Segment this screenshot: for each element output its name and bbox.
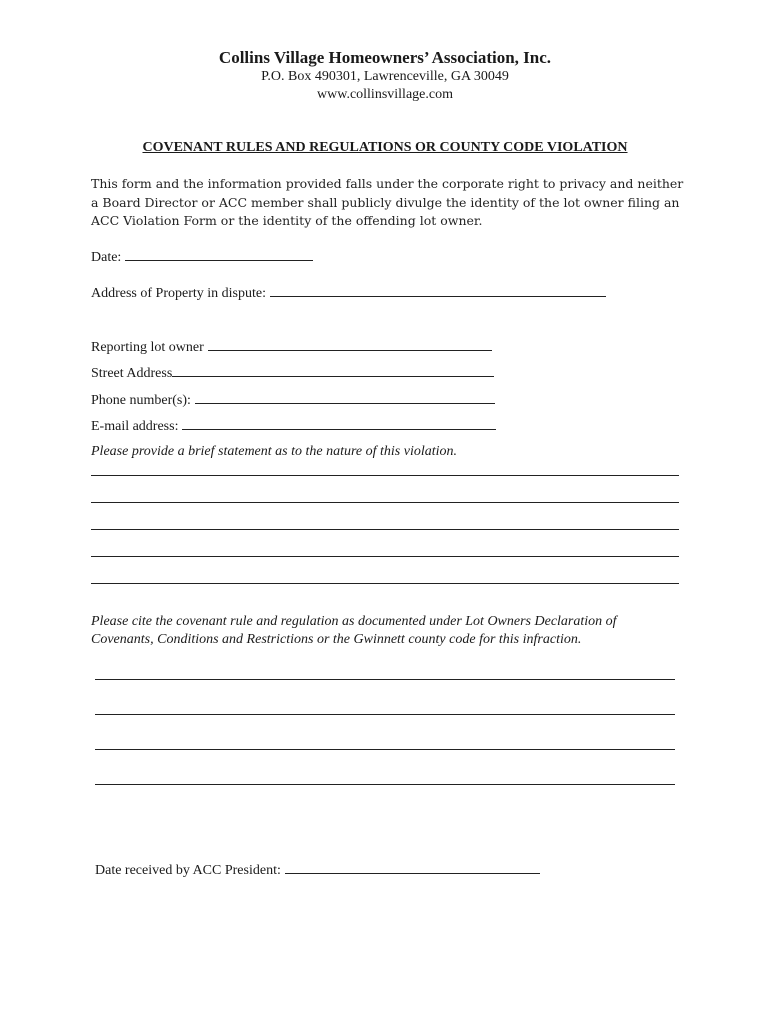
email-blank[interactable] <box>182 416 496 430</box>
org-website: www.collinsvillage.com <box>317 87 453 102</box>
form-title: COVENANT RULES AND REGULATIONS OR COUNTY CODE VIOLATION <box>142 140 628 155</box>
email-field <box>91 416 496 435</box>
citation-line[interactable] <box>95 749 675 750</box>
statement-prompt: Please provide a brief statement as to the nature of this violation. <box>91 444 458 459</box>
date-label: Date: <box>91 250 122 265</box>
email-label: E-mail address: <box>91 419 179 434</box>
street-address-blank[interactable] <box>172 363 494 377</box>
reporting-owner-label: Reporting lot owner <box>91 340 204 355</box>
street-address-field <box>91 363 494 382</box>
date-received-blank[interactable] <box>285 860 540 874</box>
statement-line[interactable] <box>91 475 679 476</box>
phone-field <box>91 390 495 409</box>
date-received-field <box>95 860 540 879</box>
citation-line[interactable] <box>95 714 675 715</box>
reporting-owner-blank[interactable] <box>208 337 492 351</box>
phone-label: Phone number(s): <box>91 393 191 408</box>
privacy-notice: This form and the information provided falls under the corporate right to privacy and neither a Board Director or ACC member shall publicly divulge the identity of the lot owner filing an ACC Violation Form or the identity of the offending lot owner. <box>91 176 684 228</box>
property-address-label: Address of Property in dispute: <box>91 286 266 301</box>
citation-line[interactable] <box>95 784 675 785</box>
reporting-owner-field <box>91 337 492 356</box>
street-address-label: Street Address <box>91 366 173 381</box>
citation-prompt: Please cite the covenant rule and regulation as documented under Lot Owners Declaration of Covenants, Conditions and Restrictions or the Gwinnett county code for this infraction. <box>91 614 617 647</box>
org-name: Collins Village Homeowners’ Association, Inc. <box>218 48 552 67</box>
property-address-blank[interactable] <box>270 283 606 297</box>
date-received-label: Date received by ACC President: <box>95 863 281 878</box>
date-field <box>91 247 313 266</box>
citation-line[interactable] <box>95 679 675 680</box>
org-address: P.O. Box 490301, Lawrenceville, GA 30049 <box>261 69 509 84</box>
statement-line[interactable] <box>91 583 679 584</box>
statement-line[interactable] <box>91 502 679 503</box>
property-address-field <box>91 283 606 302</box>
statement-line[interactable] <box>91 529 679 530</box>
statement-line[interactable] <box>91 556 679 557</box>
phone-blank[interactable] <box>195 390 495 404</box>
date-blank[interactable] <box>125 247 313 261</box>
